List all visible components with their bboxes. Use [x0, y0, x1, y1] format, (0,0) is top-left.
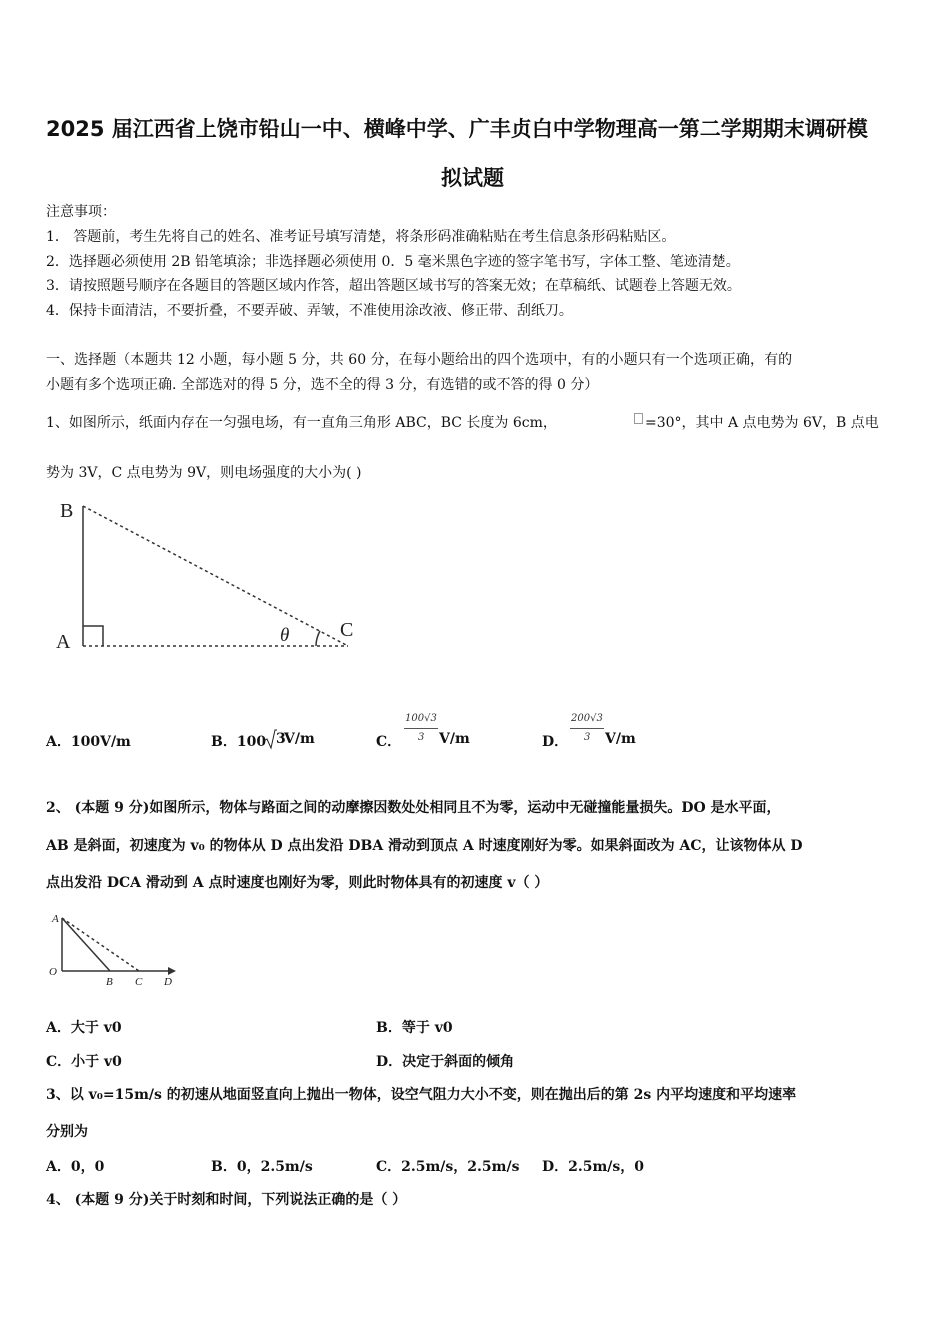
label-c: C — [135, 976, 143, 988]
q1-option-b-prefix: B．100 — [211, 734, 267, 750]
label-b: B — [106, 976, 113, 988]
q1-option-c-label: C． — [376, 734, 402, 750]
triangle-side-bc — [83, 506, 348, 646]
q3-text-line1: 3、以 v₀=15m/s 的初速从地面竖直向上抛出一物体，设空气阻力大小不变，则在抛出后的第 2s 内平均速度和平均速率 — [46, 1087, 797, 1103]
page-title: 2025 届江西省上饶市铅山一中、横峰中学、广丰贞白中学物理高一第二学期期末调研模 — [46, 117, 868, 141]
q2-option-d: D．决定于斜面的倾角 — [376, 1054, 515, 1070]
arrow-head — [168, 967, 176, 975]
q2-option-a: A．大于 v0 — [46, 1020, 122, 1036]
q1-option-c-numerator: 100√3 — [405, 713, 437, 724]
notice-item-4: 4．保持卡面清洁，不要折叠，不要弄破、弄皱，不准使用涂改液、修正带、刮纸刀。 — [46, 303, 573, 319]
angle-arc — [316, 631, 320, 646]
slope-ab — [62, 918, 110, 971]
notice-heading: 注意事项： — [46, 204, 116, 220]
label-theta: θ — [280, 625, 290, 646]
q1-option-b-unit: V/m — [284, 731, 315, 747]
right-angle-mark — [83, 626, 103, 646]
q3-option-a: A．0，0 — [46, 1159, 105, 1175]
q1-option-b-radicand: 3 — [276, 731, 286, 747]
label-a: A — [56, 631, 71, 653]
q1-text-line1a: 1、如图所示，纸面内存在一匀强电场，有一直角三角形 ABC，BC 长度为 6cm， — [46, 415, 557, 431]
q2-text-line2: AB 是斜面，初速度为 v₀ 的物体从 D 点出发沿 DBA 滑动到顶点 A 时速度刚好为零。如果斜面改为 AC，让该物体从 D — [46, 838, 803, 854]
q1-text-line2: 势为 3V，C 点电势为 9V，则电场强度的大小为( ) — [46, 465, 362, 481]
page-title-line2: 拟试题 — [441, 166, 504, 190]
label-c: C — [340, 619, 354, 641]
q1-option-d-label: D． — [542, 734, 569, 750]
q3-text-line2: 分别为 — [46, 1124, 88, 1140]
section-heading-line1: 一、选择题（本题共 12 小题，每小题 5 分，共 60 分，在每小题给出的四个选项中，有的小题只有一个选项正确，有的 — [46, 352, 793, 368]
q1-triangle-diagram — [40, 495, 380, 665]
notice-item-2: 2．选择题必须使用 2B 铅笔填涂；非选择题必须使用 0．5 毫米黑色字迹的签字笔书写，字体工整、笔迹清楚。 — [46, 254, 740, 270]
q1-option-d-fraction-bar — [570, 728, 604, 729]
q1-option-c-fraction-bar — [404, 728, 438, 729]
q2-text-line1: 2、 (本题 9 分)如图所示，物体与路面之间的动摩擦因数处处相同且不为零，运动中无碰撞能量损失。DO 是水平面， — [46, 800, 781, 816]
q1-option-d-unit: V/m — [605, 731, 636, 747]
q2-slope-diagram — [44, 908, 184, 992]
q1-option-d-numerator: 200√3 — [571, 713, 603, 724]
q2-option-c: C．小于 v0 — [46, 1054, 122, 1070]
q2-option-b: B．等于 v0 — [376, 1020, 453, 1036]
q4-text-line1: 4、 (本题 9 分)关于时刻和时间，下列说法正确的是（ ） — [46, 1192, 407, 1208]
q3-option-d: D．2.5m/s，0 — [542, 1159, 645, 1175]
q1-option-d-denominator: 3 — [584, 732, 591, 743]
label-d: D — [164, 976, 172, 988]
q1-option-c-unit: V/m — [439, 731, 470, 747]
section-heading-line2: 小题有多个选项正确. 全部选对的得 5 分，选不全的得 3 分，有选错的或不答的得 0 分） — [46, 377, 599, 393]
q2-text-line3: 点出发沿 DCA 滑动到 A 点时速度也刚好为零，则此时物体具有的初速度 v（ ） — [46, 875, 549, 891]
q1-option-a: A．100V/m — [46, 734, 131, 750]
label-b: B — [60, 500, 74, 522]
q3-option-c: C．2.5m/s，2.5m/s — [376, 1159, 520, 1175]
q1-text-line1b: =30°，其中 A 点电势为 6V，B 点电 — [645, 415, 879, 431]
label-o: O — [49, 966, 57, 978]
q3-option-b: B．0，2.5m/s — [211, 1159, 313, 1175]
q1-option-c-denominator: 3 — [418, 732, 425, 743]
sqrt-symbol — [263, 728, 277, 750]
notice-item-1: 1． 答题前，考生先将自己的姓名、准考证号填写清楚，将条形码准确粘贴在考生信息条形码粘贴区。 — [46, 229, 676, 245]
slope-ac — [62, 918, 139, 971]
notice-item-3: 3．请按照题号顺序在各题目的答题区域内作答，超出答题区域书写的答案无效；在草稿纸、试题卷上答题无效。 — [46, 278, 741, 294]
label-a: A — [52, 913, 59, 925]
missing-glyph-box — [634, 413, 643, 424]
